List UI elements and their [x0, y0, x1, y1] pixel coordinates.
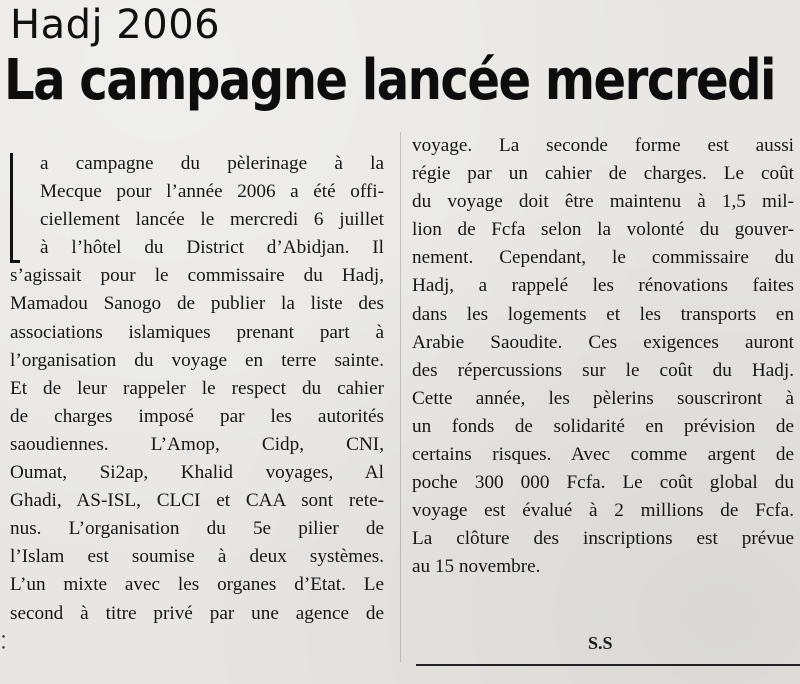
text-line: L’un mixte avec les organes d’Etat. Le — [10, 574, 384, 596]
text-line: Oumat, Si2ap, Khalid voyages, Al — [10, 462, 384, 484]
column-divider — [400, 132, 401, 662]
text-line: au 15 novembre. — [412, 556, 541, 578]
scan-speck — [2, 632, 5, 654]
text-line: poche 300 000 Fcfa. Le coût global du — [412, 472, 794, 494]
text-line: second à titre privé par une agence de — [10, 602, 384, 624]
bottom-rule — [416, 664, 800, 666]
text-line: un fonds de solidarité en prévision de — [412, 415, 794, 437]
text-line: Mecque pour l’année 2006 a été offi- — [40, 181, 384, 203]
text-line: certains risques. Avec comme argent de — [412, 444, 794, 466]
text-line: régie par un cahier de charges. Le coût — [412, 163, 794, 185]
text-line: du voyage doit être maintenu à 1,5 mil- — [412, 191, 794, 213]
text-line: nus. L’organisation du 5e pilier de — [10, 518, 384, 540]
article-headline: La campagne lancée mercredi — [4, 48, 776, 113]
text-line: lion de Fcfa selon la volonté du gouver- — [412, 219, 794, 241]
text-line: La clôture des inscriptions est prévue — [412, 528, 794, 550]
text-line: Mamadou Sanogo de publier la liste des — [10, 293, 384, 315]
text-line: Et de leur rappeler le respect du cahier — [10, 377, 384, 399]
text-line: l’organisation du voyage en terre sainte. — [10, 349, 384, 371]
text-line: voyage. La seconde forme est aussi — [412, 135, 794, 156]
text-line: de charges imposé par les autorités — [10, 405, 384, 427]
text-line: Hadj, a rappelé les rénovations faites — [412, 275, 794, 297]
text-line: a campagne du pèlerinage à la — [40, 153, 384, 174]
text-line: nement. Cependant, le commissaire du — [412, 247, 794, 269]
text-line: voyage est évalué à 2 millions de Fcfa. — [412, 500, 794, 522]
text-line: dans les logements et les transports en — [412, 303, 794, 325]
text-line: à l’hôtel du District d’Abidjan. Il — [40, 237, 384, 259]
text-line: l’Islam est soumise à deux systèmes. — [10, 546, 384, 568]
text-line: Cette année, les pèlerins souscriront à — [412, 387, 794, 409]
text-line: associations islamiques prenant part à — [10, 321, 384, 343]
article-kicker: Hadj 2006 — [10, 2, 221, 48]
article-column-left — [10, 150, 384, 628]
text-line: ciellement lancée le mercredi 6 juillet — [40, 209, 384, 231]
text-line: saoudiennes. L’Amop, Cidp, CNI, — [10, 433, 384, 455]
text-line: Arabie Saoudite. Ces exigences auront — [412, 331, 794, 353]
text-line: des répercussions sur le coût du Hadj. — [412, 359, 794, 381]
text-line: Ghadi, AS-ISL, CLCI et CAA sont rete- — [10, 490, 384, 512]
text-line: s’agissait pour le commissaire du Hadj, — [10, 265, 384, 287]
author-signature: S.S — [588, 633, 613, 653]
article-column-right — [412, 132, 794, 582]
